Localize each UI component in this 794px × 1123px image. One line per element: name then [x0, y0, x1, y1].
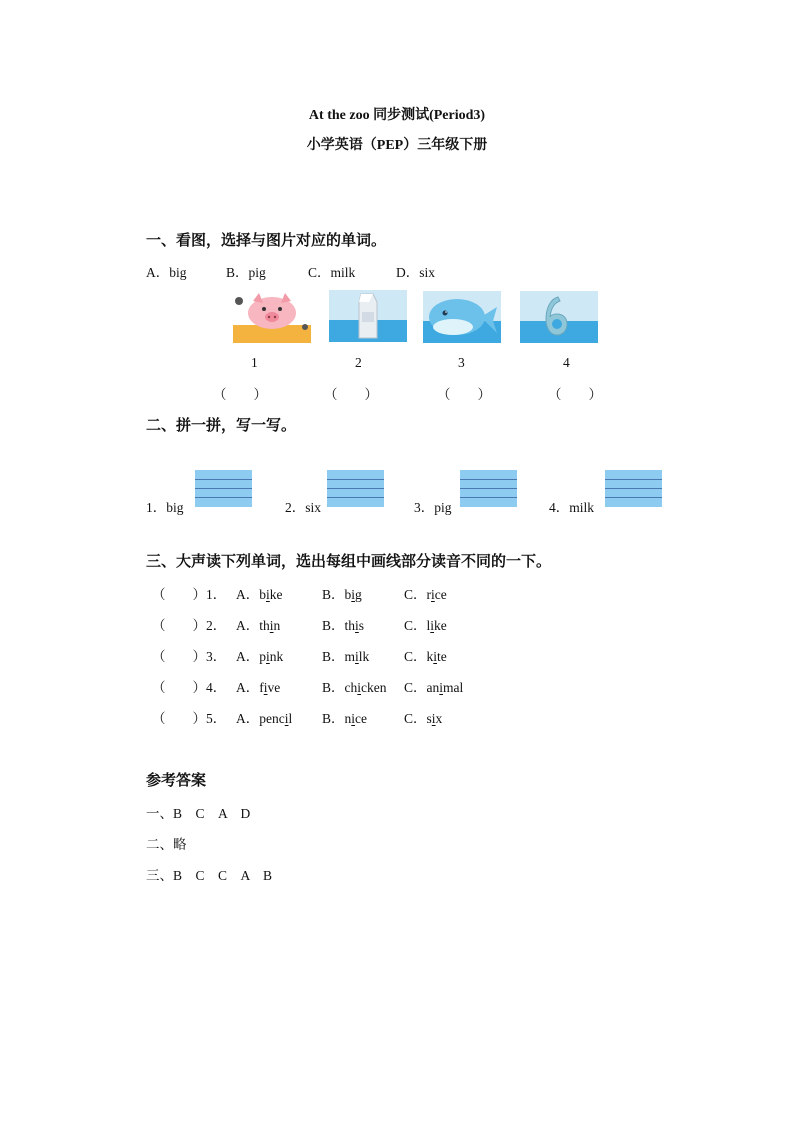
choice-word-start: r: [426, 587, 432, 602]
picture-number: 1: [251, 355, 258, 370]
spell-item-number: 3．: [414, 500, 435, 515]
choice-c: [404, 583, 447, 603]
choice-word-start: an: [426, 680, 440, 695]
question-number: 1．: [206, 587, 227, 602]
underlined-letter: i: [266, 649, 270, 664]
writing-lines[interactable]: [460, 470, 517, 507]
choice-letter: B．: [322, 680, 345, 695]
choice-word-start: th: [259, 618, 270, 633]
choice-word-start: m: [344, 649, 356, 664]
choice-word-end: ce: [355, 711, 368, 726]
question-number: 3．: [206, 649, 227, 664]
underlined-letter: i: [355, 618, 359, 633]
section-1-heading: 一、看图，选择与图片对应的单词。: [146, 233, 387, 249]
choice-b: [322, 676, 387, 696]
underlined-letter: i: [284, 711, 289, 726]
choice-b: [322, 614, 364, 634]
answer-key-line: 三、B C C A B: [146, 868, 273, 883]
choice-a: [236, 645, 283, 665]
choice-word-end: n: [273, 618, 281, 633]
underlined-letter: i: [433, 649, 438, 664]
spell-item-number: 4．: [549, 500, 570, 515]
question-lead: [152, 614, 226, 634]
spell-item-word: pig: [434, 500, 452, 515]
answer-key-heading: 参考答案: [146, 773, 207, 789]
choice-letter: B．: [322, 649, 345, 664]
choice-word-end: mal: [443, 680, 464, 695]
spell-item-number: 1．: [146, 500, 167, 515]
question-number: 5．: [206, 711, 227, 726]
picture-number: 3: [458, 355, 465, 370]
writing-lines[interactable]: [195, 470, 252, 507]
choice-c: [404, 676, 463, 696]
answer-blank[interactable]: （ ）: [152, 711, 206, 726]
underlined-letter: i: [351, 587, 356, 602]
choice-b: [322, 583, 362, 603]
underlined-letter: i: [357, 680, 362, 695]
choice-letter: A．: [236, 680, 260, 695]
choice-letter: A．: [236, 649, 260, 664]
choice-word-end: x: [435, 711, 443, 726]
choice-word-end: lk: [358, 649, 370, 664]
choice-letter: A．: [236, 711, 260, 726]
spell-item-number: 2．: [285, 500, 306, 515]
choice-word-end: cken: [361, 680, 387, 695]
choice-word-end: g: [355, 587, 362, 602]
section-2-heading: 二、拼一拼，写一写。: [146, 418, 297, 434]
choice-letter: B．: [322, 711, 345, 726]
choice-word-end: te: [437, 649, 447, 664]
answer-key-line: 一、B C A D: [146, 806, 251, 821]
underlined-letter: i: [431, 587, 435, 602]
choice-letter: A．: [236, 587, 260, 602]
option-d: D．six: [396, 265, 436, 280]
choice-word-start: s: [426, 711, 432, 726]
answer-blank[interactable]: （ ）: [324, 387, 378, 402]
spell-item-label: [146, 496, 184, 516]
choice-c: [404, 645, 447, 665]
choice-a: [236, 707, 292, 727]
choice-letter: B．: [322, 587, 345, 602]
milk-carton-icon: [329, 290, 407, 342]
choice-word-start: k: [426, 649, 434, 664]
choice-a: [236, 614, 280, 634]
choice-letter: C．: [404, 587, 427, 602]
answer-blank[interactable]: （ ）: [152, 587, 206, 602]
page-title: At the zoo 同步测试(Period3): [308, 108, 486, 123]
question-lead: [152, 676, 226, 696]
underlined-letter: i: [439, 680, 444, 695]
spell-item-word: six: [305, 500, 322, 515]
answer-blank[interactable]: （ ）: [152, 649, 206, 664]
underlined-letter: i: [263, 680, 268, 695]
choice-a: [236, 676, 280, 696]
choice-letter: A．: [236, 618, 260, 633]
section-3-heading: 三、大声读下列单词，选出每组中画线部分读音不同的一下。: [146, 554, 552, 570]
spell-item-label: [549, 496, 594, 516]
choice-word-start: n: [344, 711, 352, 726]
underlined-letter: i: [355, 649, 359, 664]
whale-icon: [423, 291, 501, 343]
choice-c: [404, 707, 442, 727]
choice-word-start: b: [344, 587, 352, 602]
underlined-letter: i: [269, 618, 274, 633]
choice-word-start: f: [259, 680, 264, 695]
underlined-letter: i: [351, 711, 356, 726]
choice-letter: C．: [404, 711, 427, 726]
question-lead: [152, 583, 226, 603]
answer-blank[interactable]: （ ）: [213, 387, 267, 402]
picture-number: 2: [355, 355, 362, 370]
choice-word-end: ke: [434, 618, 447, 633]
choice-word-end: nk: [269, 649, 284, 664]
choice-word-start: b: [259, 587, 266, 602]
pig-icon: [233, 291, 311, 343]
answer-key-line: 二、略: [146, 837, 187, 852]
choice-b: [322, 645, 369, 665]
question-number: 4．: [206, 680, 227, 695]
choice-letter: C．: [404, 680, 427, 695]
choice-word-end: ke: [269, 587, 283, 602]
option-a: A．big: [146, 265, 187, 280]
choice-b: [322, 707, 367, 727]
question-lead: [152, 645, 226, 665]
choice-word-start: l: [426, 618, 431, 633]
question-number: 2．: [206, 618, 227, 633]
option-b: B．pig: [226, 265, 266, 280]
choice-a: [236, 583, 283, 603]
underlined-letter: i: [266, 587, 270, 602]
number-six-icon: [520, 291, 598, 343]
underlined-letter: i: [430, 618, 435, 633]
option-c: C．milk: [308, 265, 356, 280]
question-lead: [152, 707, 226, 727]
writing-lines[interactable]: [327, 470, 384, 507]
choice-word-start: ch: [344, 680, 358, 695]
choice-word-end: l: [288, 711, 293, 726]
underlined-letter: i: [431, 711, 436, 726]
choice-c: [404, 614, 447, 634]
page-subtitle: 小学英语（PEP）三年级下册: [306, 138, 488, 153]
choice-word-end: ce: [434, 587, 447, 602]
choice-letter: C．: [404, 618, 427, 633]
spell-item-word: big: [166, 500, 184, 515]
choice-word-start: penc: [259, 711, 285, 726]
spell-item-label: [285, 496, 321, 516]
answer-blank[interactable]: （ ）: [437, 387, 491, 402]
writing-lines[interactable]: [605, 470, 662, 507]
answer-blank[interactable]: （ ）: [152, 680, 206, 695]
choice-letter: C．: [404, 649, 427, 664]
choice-word-start: th: [344, 618, 356, 633]
choice-letter: B．: [322, 618, 345, 633]
spell-item-word: milk: [569, 500, 595, 515]
spell-item-label: [414, 496, 452, 516]
choice-word-end: ve: [267, 680, 281, 695]
picture-number: 4: [563, 355, 570, 370]
answer-blank[interactable]: （ ）: [548, 387, 602, 402]
answer-blank[interactable]: （ ）: [152, 618, 206, 633]
choice-word-start: p: [259, 649, 266, 664]
choice-word-end: s: [358, 618, 365, 633]
